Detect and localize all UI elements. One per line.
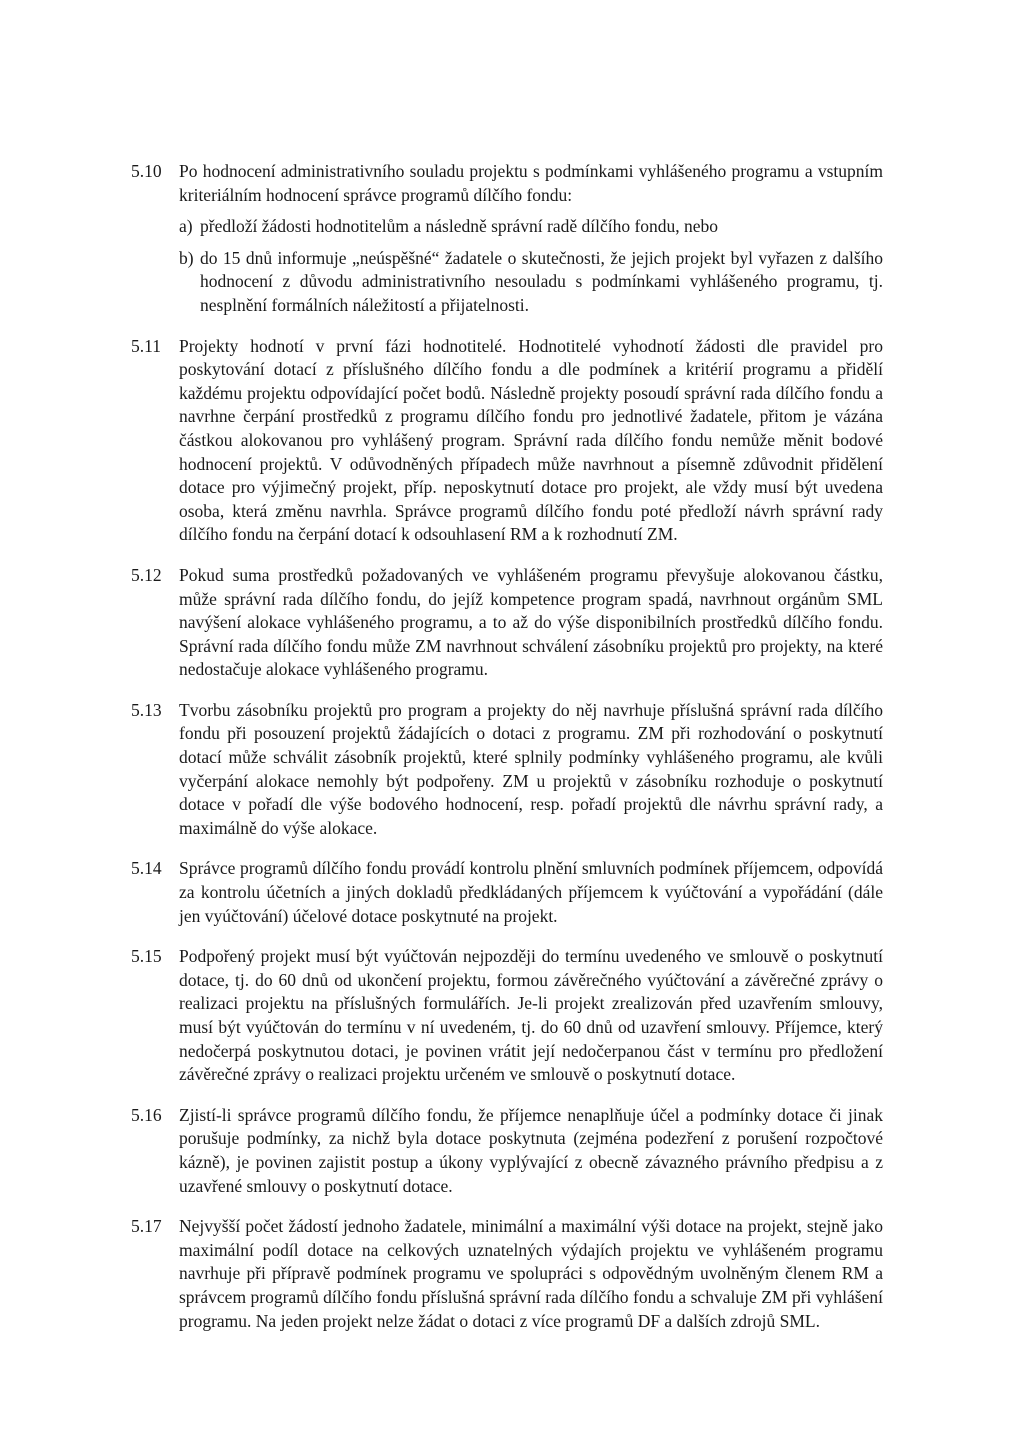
- section-5-11: [131, 335, 883, 547]
- section-body: [179, 857, 883, 928]
- list-item-text: předloží žádosti hodnotitelům a následně správní radě dílčího fondu, nebo: [200, 216, 719, 237]
- section-body: [179, 564, 883, 682]
- section-number: 5.10: [131, 161, 162, 181]
- list-item: [179, 247, 883, 318]
- section-text: Pokud suma prostředků požadovaných ve vyhlášeném programu převyšuje alokovanou částku, může správní rada dílčího fondu, do jejíž kompetence program spadá, navrhnout orgánům SML navýšení alokace vyhlášeného programu, a to až do výše disponibilních prostředků dílčího fondu. Správní rada dílčího fondu může ZM navrhnout schválení zásobníku projektů pro projekty, na které nedostačuje alokace vyhlášeného programu.: [179, 564, 883, 680]
- list-item: [179, 215, 883, 239]
- section-number: 5.14: [131, 858, 162, 879]
- section-body: [179, 1215, 883, 1333]
- section-number: 5.15: [131, 946, 162, 967]
- section-number: 5.12: [131, 564, 162, 585]
- section-5-13: [131, 699, 883, 841]
- section-text: Správce programů dílčího fondu provádí kontrolu plnění smluvních podmínek příjemcem, odpovídá za kontrolu účetních a jiných dokladů předkládaných příjemcem k vyúčtování a vypořádání (dále jen vyúčtování) účelové dotace poskytnuté na projekt.: [179, 858, 883, 926]
- section-body: [179, 160, 883, 318]
- section-5-16: [131, 1104, 883, 1198]
- list-item-letter: a): [179, 216, 193, 237]
- section-body: [179, 1104, 883, 1198]
- list-item-text: do 15 dnů informuje „neúspěšné“ žadatele o skutečnosti, že jejich projekt byl vyřazen z dalšího hodnocení z důvodu administrativního nesouladu s podmínkami vyhlášeného programu, tj. nesplnění formálních náležitostí a přijatelnosti.: [200, 247, 883, 315]
- section-text: Po hodnocení administrativního souladu projektu s podmínkami vyhlášeného programu a vstupním kriteriálním hodnocení správce programů dílčího fondu:: [179, 161, 883, 205]
- section-number: 5.11: [131, 335, 161, 356]
- section-text: Nejvyšší počet žádostí jednoho žadatele, minimální a maximální výši dotace na projekt, stejně jako maximální podíl dotace na celkových uznatelných výdajích projektu ve vyhlášeném programu navrhuje při přípravě podmínek programu ve spolupráci s odpovědným uvolněným členem RM a správcem programů dílčího fondu příslušná správní rada dílčího fondu a schvaluje ZM při vyhlášení programu. Na jeden projekt nelze žádat o dotaci z více programů DF a dalších zdrojů SML.: [179, 1216, 883, 1331]
- section-number: 5.13: [131, 699, 162, 720]
- section-5-15: [131, 945, 883, 1087]
- section-body: [179, 335, 883, 547]
- document-body: [131, 160, 883, 1350]
- section-text: Zjistí-li správce programů dílčího fondu, že příjemce nenaplňuje účel a podmínky dotace či jinak porušuje podmínky, za nichž byla dotace poskytnuta (zejména podezření z porušení rozpočtové kázně), je povinen zajistit postup a úkony vyplývající z obecně závazného právního předpisu a z uzavřené smlouvy o poskytnutí dotace.: [179, 1104, 883, 1196]
- section-5-12: [131, 564, 883, 682]
- list-item-letter: b): [179, 247, 194, 268]
- section-body: [179, 699, 883, 841]
- section-body: [179, 945, 883, 1087]
- section-5-14: [131, 857, 883, 928]
- section-5-10: [131, 160, 883, 318]
- section-number: 5.16: [131, 1104, 162, 1125]
- section-text: Tvorbu zásobníku projektů pro program a projekty do něj navrhuje příslušná správní rada dílčího fondu při posouzení projektů žádajících o dotaci z programu. ZM při rozhodování o poskytnutí dotací může schválit zásobník projektů, které splnily podmínky vyhlášeného programu, ale kvůli vyčerpání alokace nemohly být podpořeny. ZM u projektů v zásobníku rozhoduje o poskytnutí dotace v pořadí dle výše bodového hodnocení, resp. pořadí projektů dle návrhu správní rady, a maximálně do výše alokace.: [179, 699, 883, 838]
- section-5-17: [131, 1215, 883, 1333]
- section-text: Podpořený projekt musí být vyúčtován nejpozději do termínu uvedeného ve smlouvě o poskytnutí dotace, tj. do 60 dnů od ukončení projektu, formou závěrečného vyúčtování a závěrečné zprávy o realizaci projektu na příslušných formulářích. Je-li projekt zrealizován před uzavřením smlouvy, musí být vyúčtován do termínu v ní uvedeném, tj. do 60 dnů od uzavření smlouvy. Příjemce, který nedočerpá poskytnutou dotaci, je povinen vrátit její nedočerpanou část v termínu pro předložení závěrečné zprávy o realizaci projektu určeném ve smlouvě o poskytnutí dotace.: [179, 946, 883, 1085]
- section-number: 5.17: [131, 1216, 162, 1237]
- section-text: Projekty hodnotí v první fázi hodnotitelé. Hodnotitelé vyhodnotí žádosti dle pravidel pro poskytování dotací z příslušného dílčího fondu a dle podmínek a kritérií programu a přidělí každému projektu odpovídající počet bodů. Následně projekty posoudí správní rada dílčího fondu a navrhne čerpání prostředků z programu dílčího fondu pro jednotlivé žadatele, přitom je vázána částkou alokovanou pro vyhlášený program. Správní rada dílčího fondu nemůže měnit bodové hodnocení projektů. V odůvodněných případech může navrhnout a písemně zdůvodnit přidělení dotace pro výjimečný projekt, příp. neposkytnutí dotace pro projekt, ale vždy musí být uvedena osoba, která změnu navrhla. Správce programů dílčího fondu poté předloží návrh správní rady dílčího fondu na čerpání dotací k odsouhlasení RM a k rozhodnutí ZM.: [179, 335, 883, 545]
